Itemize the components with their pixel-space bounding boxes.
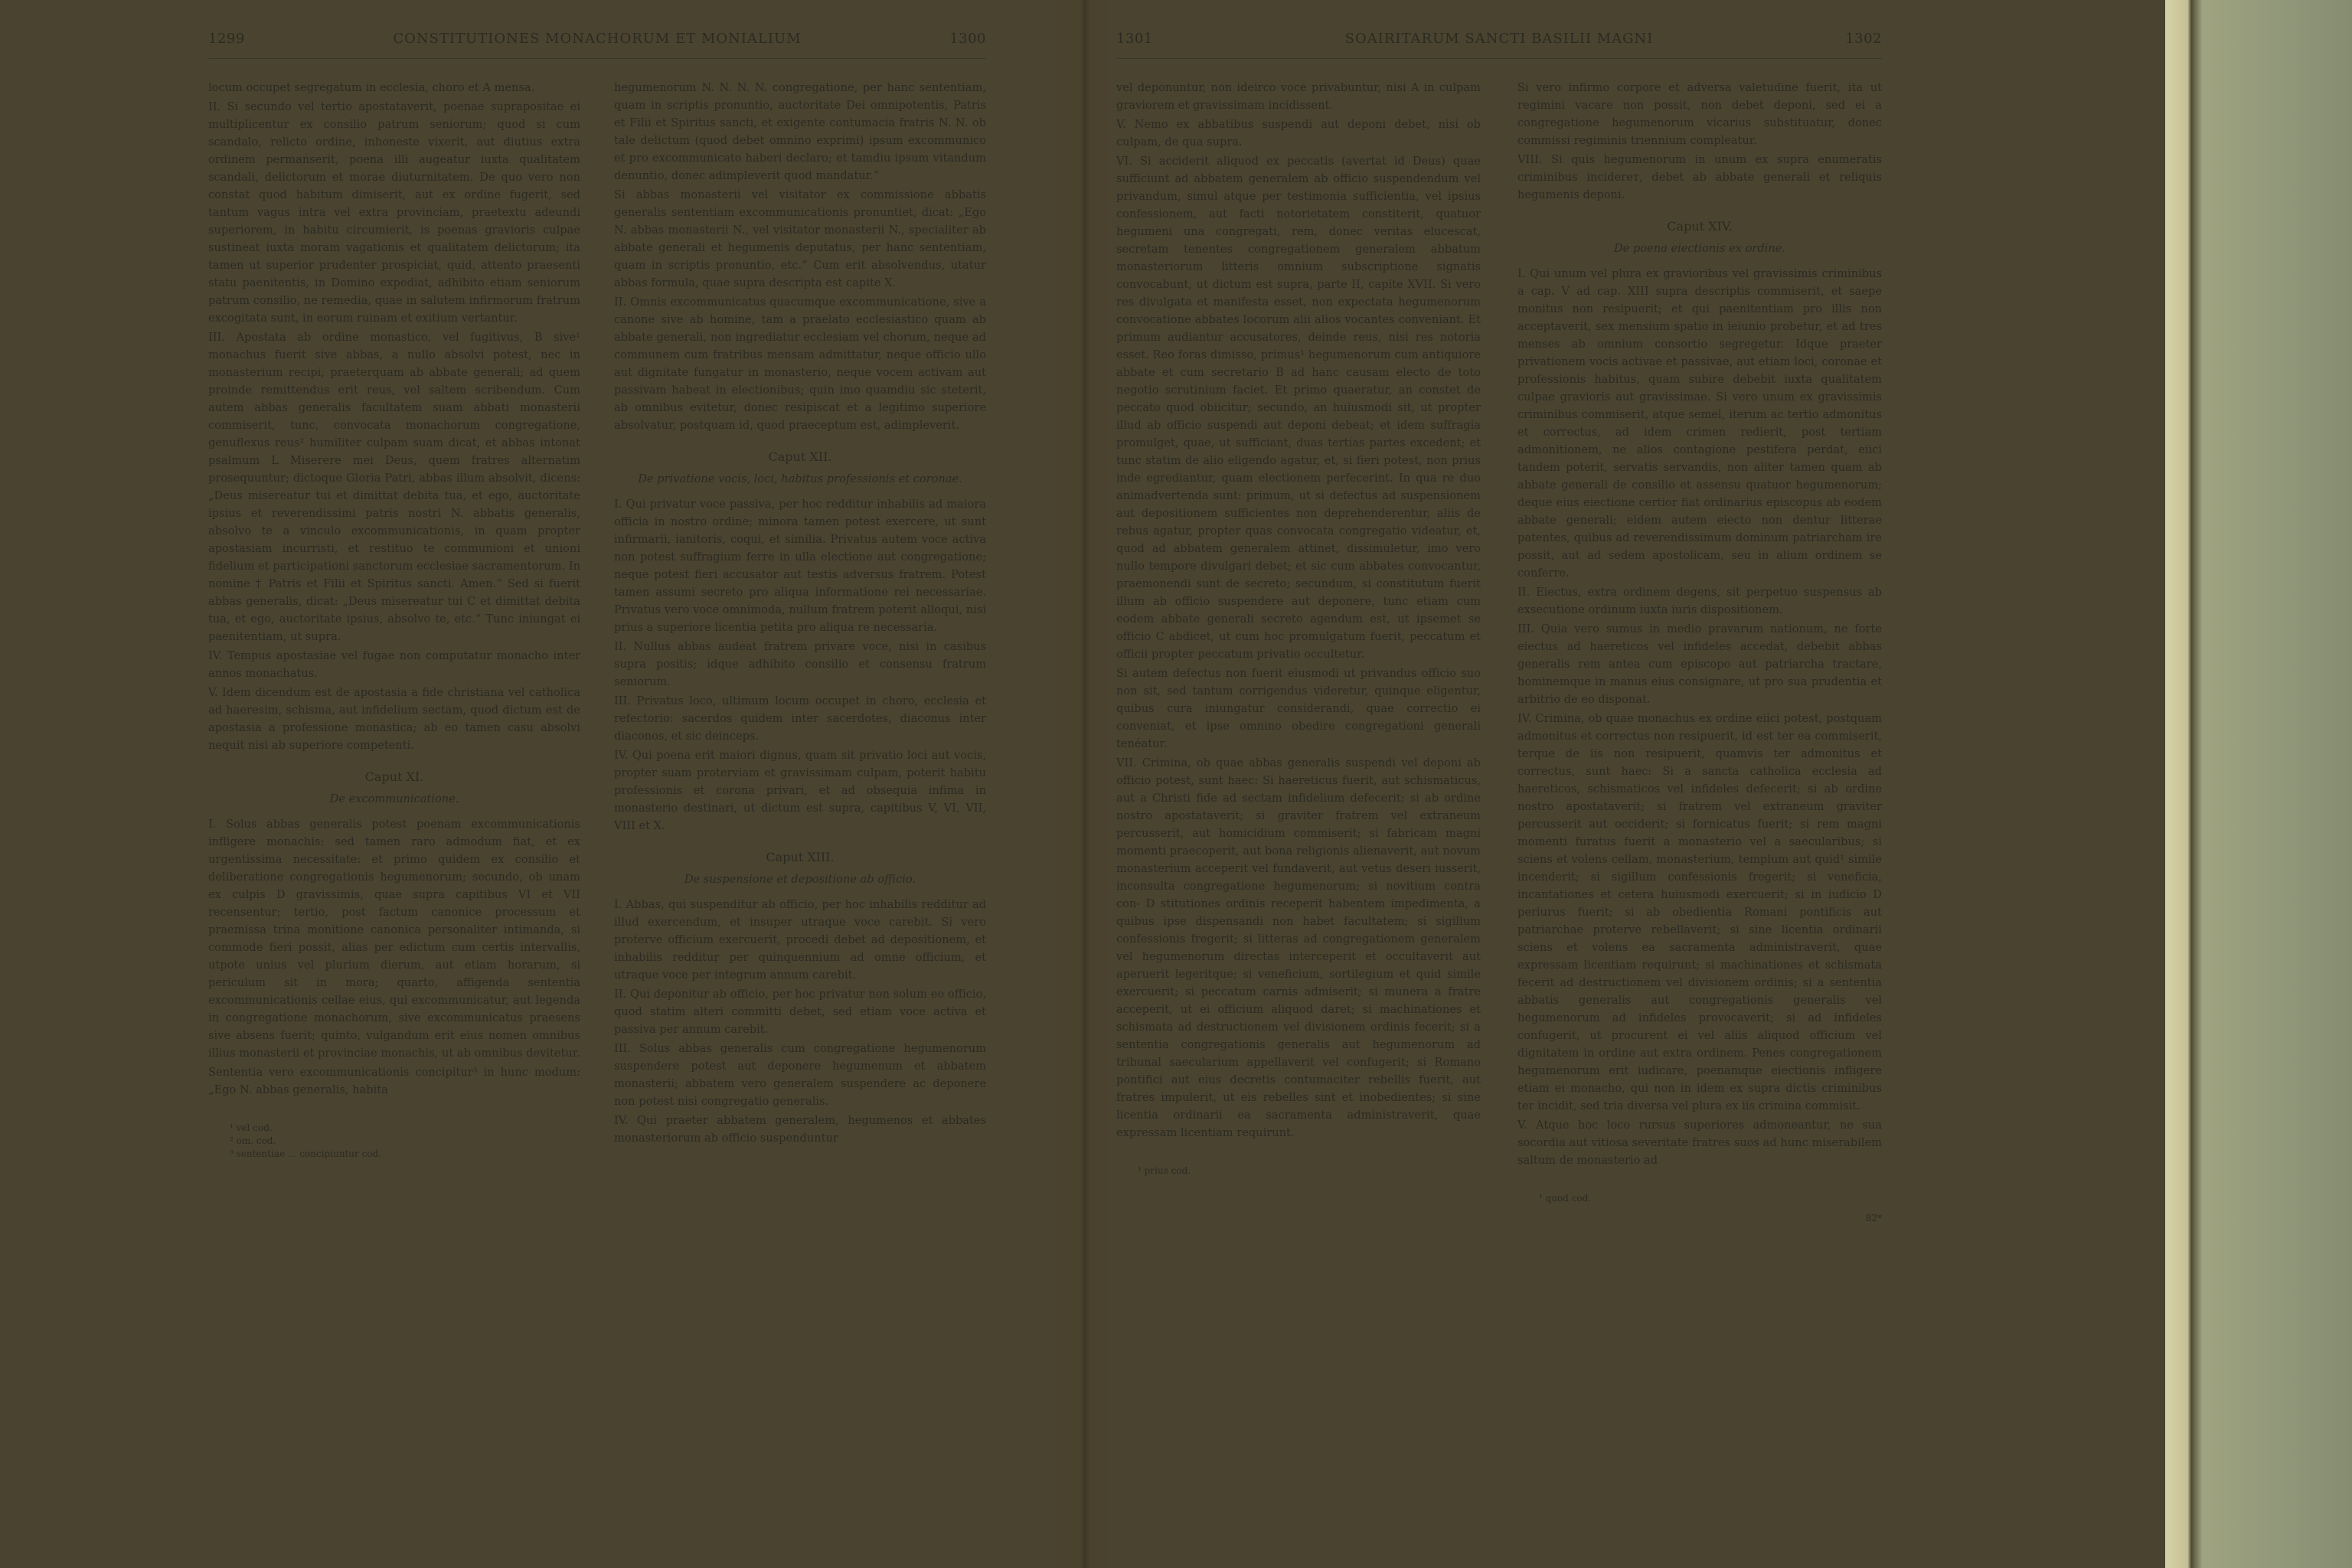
- paragraph: Si vero infirmo corpore et adversa valetudine fuerit, ita ut regimini vacare non possit, non debet deponi, sed ei a congregatione hegumenorum vicarius substituatur, donec commissi regiminis triennium compleatur.: [1517, 81, 1882, 147]
- book-edge: [2165, 0, 2352, 1568]
- chapter-title: De excommunicatione.: [329, 792, 459, 805]
- right-page: [1116, 31, 1882, 1227]
- paragraph: V. Nemo ex abbatibus suspendi aut deponi debet, nisi ob culpam, de qua supra.: [1116, 118, 1481, 149]
- book-spine-shadow: [1050, 0, 1116, 1568]
- paragraph: I. Solus abbas generalis potest poenam excommunicationis infligere monachis: sed tamen raro admodum fiat, et ex urgentissima necessitate: et primo quidem ex consilio et deliberatione congregationis hegumenorum; secundo, ob unam ex culpis D gravissimis, quae supra capitibus VI et VII recensentur; tertio, post factum canonice processum et praemissa trina monitione canonica personaliter intimanda, si commode fieri possit, alias per edictum cum certis intervallis, utpote unius vel plurium dierum, aut etiam horarum, si periculum sit in mora; quarto, affigenda sententia excommunicationis cellae eius, qui excommunicatur, aut legenda in congregatione monachorum, sive excommunicatus praesens sive absens fuerit; quinto, vulgandum erit eius nomen omnibus illius monasterii et provinciae monachis, ut ab omnibus devitetur.: [208, 818, 580, 1060]
- paragraph: vel deponuntur, non ideirco voce privabuntur, nisi A in culpam graviorem et gravissimam incidissent.: [1116, 81, 1481, 112]
- paragraph: VI. Si acciderit aliquod ex peccatis (avertat id Deus) quae sufficiunt ad abbatem generalem ab officio suspendendum vel privandum, simul atque per testimonia sufficientia, vel ipsius confessionem, aut facti notorietatem constiterit, quatuor hegumeni una congregati, rem, donec veritas elucescat, secretam tenentes congregationem generalem abbatum monasteriorum litteris omnium subscriptione signatis convocabunt, ut dictum est supra, parte II, capite XVII. Si vero res divulgata et manifesta esset, non expectata hegumenorum convocatione abbates locorum alii alios vocantes conveniant. Et primum audiantur accusatores, deinde reus, nisi res notoria esset. Reo foras dimisso, primus¹ hegumenorum cum antiquiore abbate et cum secretario B ad hanc causam electo de toto negotio scrutinium faciet. Et primo quaeratur, an constet de peccato quod obiicitur; secundo, an huiusmodi sit, ut propter illud ab officio suspendi aut deponi debeat; et idem suffragia promulget, quae, ut sufficiant, duas tertias partes excedent; et tunc statim de alio eligendo agatur, et, si fieri potest, non prius inde egrediantur, quam electionem perfecerint. In qua re duo animadvertenda sunt: primum, ut si defectus ad suspensionem aut depositionem sufficientes non deprehenderentur, aliis de rebus agatur, propter quas convocata congregatio videatur, et, quod ad abbatem generalem attinet, dissimuletur, imo vero nullo tempore divulgari debet; et sic cum abbates convocantur, praemonendi sunt de secreto; secundum, si constitutum fuerit illum ab officio suspendere aut deponere, tunc etiam cum eodem abbate generali secreto agendum est, ut ipsemet se officio C abdicet, ut cum hoc promulgatum fuerit, peccatum et officii propter peccatum privatio occultetur.: [1116, 155, 1481, 661]
- chapter-heading: Caput XI.: [364, 769, 424, 784]
- footnotes: [208, 1122, 580, 1161]
- paragraph: V. Atque hoc loco rursus superiores admoneantur, ne sua socordia aut vitiosa severitate fratres suos ad hunc miserabilem saltum de monasterio ad: [1517, 1119, 1882, 1167]
- footnote: ¹ vel cod.: [230, 1122, 273, 1133]
- footnote: ¹ quod cod.: [1539, 1193, 1592, 1204]
- signature-mark: 82*: [1865, 1213, 1882, 1223]
- page-number-1301: 1301: [1116, 31, 1153, 47]
- paragraph: II. Eiectus, extra ordinem degens, sit perpetuo suspensus ab exsecutione ordinum iuxta iuris dispositionem.: [1517, 586, 1882, 616]
- right-page-column-2: [1517, 79, 1882, 1227]
- chapter-title: De privatione vocis, loci, habitus professionis et coronae.: [638, 472, 962, 485]
- paragraph: locum occupet segregatum in ecclesia, choro et A mensa.: [208, 81, 535, 94]
- chapter-title: De suspensione et depositione ab officio.: [684, 873, 916, 886]
- paragraph: I. Qui privatur voce passiva, per hoc redditur inhabilis ad maiora officia in nostro ordine; minora tamen potest exercere, ut sunt infirmarii, ianitoris, coqui, et similia. Privatus autem voce activa non potest suffragium ferre in ulla electione aut congregatione; neque potest fieri accusator aut testis adversus fratrem. Potest tamen assumi secreto pro aliqua informatione rei necessariae. Privatus vero voce omnimoda, nullum fratrem poterit alloqui, nisi prius a superiore licentia petita pro aliqua re necessaria.: [614, 498, 986, 634]
- right-page-title: SOAIRITARUM SANCTI BASILII MAGNI: [1344, 31, 1654, 47]
- paragraph: I. Abbas, qui suspenditur ab officio, per hoc inhabilis redditur ad illud exercendum, et insuper utraque voce carebit. Si vero proterve officium exercuerit, procedi debet ad depositionem, et inhabilis reddituṛ per quinquennium ad omne officium, et utraque voce per integrum annum carebit.: [614, 898, 986, 982]
- left-page-title: CONSTITUTIONES MONACHORUM ET MONIALIUM: [393, 31, 802, 47]
- page-number-1300: 1300: [949, 31, 986, 47]
- chapter-heading: Caput XIV.: [1667, 219, 1733, 234]
- footnotes: [1517, 1192, 1882, 1205]
- paragraph: IV. Tempus apostasiae vel fugae non computatur monacho inter annos monachatus.: [208, 649, 580, 680]
- footnote: ³ sententiae ... concipiuntur cod.: [230, 1148, 382, 1159]
- paragraph: VIII. Si quis hegumenorum in unum ex supra enumeratis criminibus inciderет, debet ab abbate generali et reliquis hegumenis deponi.: [1517, 153, 1882, 201]
- paragraph: hegumenorum N. N. N. N. congregatione, per hanc sententiam, quam in scriptis pronuntio, auctoritate Dei omnipotentis, Patris et Filii et Spiritus sancti, et exigente contumacia fratris N. N. ob tale delictum (quod debet omnino exprimi) ipsum excommunico et pro excommunicato haberi declaro; et tamdiu ipsum vitandum denuntio, donec adimpleverit quod mandatur.“: [614, 81, 986, 182]
- paragraph: Si autem defectus non fuerit eiusmodi ut privandus officio suo non sit, sed tantum corrigendus videretur, quinque eligentur, quibus cura iniungatur considerandi, quae correctio ei conveniat, et ipse omnino obedire congregationi generali tenéatur.: [1116, 667, 1481, 750]
- right-running-head: [1116, 31, 1882, 59]
- left-running-head: [208, 31, 986, 59]
- paragraph: Sententia vero excommunicationis concipitur³ in hunc modum: „Ego N. abbas generalis, habita: [208, 1066, 580, 1096]
- right-page-column-1: [1116, 79, 1481, 1227]
- paragraph: II. Qui deponitur ab officio, per hoc privatur non solum eo officio, quod statim alteri committi debet, sed etiam voce activa et passiva per annum carebit.: [614, 988, 986, 1036]
- paragraph: IV. Qui praeter abbatem generalem, hegumenos et abbates monasteriorum ab officio suspenduntur: [614, 1114, 986, 1145]
- paragraph: III. Privatus loco, ultimum locum occupet in choro, ecclesia et refectorio: sacerdos quidem inter sacerdotes, diaconus inter diaconos, et sic deinceps.: [614, 694, 986, 743]
- paragraph: IV. Qui poena erit maiori dignus, quam sit privatio loci aut vocis, propter suam proterviam et gravissimam culpam, poterit habitu professionis et corona privari, et ad obsequia infima in monasterio destinari, ut dictum est supra, capitibus V, VI, VII, VIII et X.: [614, 749, 986, 832]
- left-page-column-2: [614, 79, 986, 1161]
- chapter-heading: Caput XIII.: [766, 850, 835, 864]
- left-page: [208, 31, 986, 1161]
- left-page-column-1: [208, 79, 580, 1161]
- paragraph: I. Qui unum vel plura ex gravioribus vel gravissimis criminibus a cap. V ad cap. XIII supra descriptis commiserit, et saepe monitus non resipuerit; et qui paenitentiam pro illis non acceptaverit, sex mensium spatio in ieiunio probetur, et ad tres menses ab omnium consortio segregetur. Idque praeter privationem vocis activae et passivae, aut etiam loci, coronae et professionis habitus, quam subire debebit iuxta qualitatem culpae gravioris aut gravissimae. Si vero unum ex gravissimis criminibus commiserit, atque semel, iterum ac tertio admonitus et correctus, ad idem crimen redierit, post tertiam admonitionem, ne alios contagione pestifera perdat, eiici tandem poterit, servatis servandis, non aliter tamen quam ab abbate generali de consilio et assensu quatuor hegumenorum; deque eius eiectione certior fiat ordinarius episcopus ab eodem abbate generali; eidem autem eiecto non dentur litterae patentes, quibus ad reverendissimum dominum patriarcham ire possit, aut ad sedem apostolicam, seu in alium ordinem se conferre.: [1517, 267, 1882, 580]
- footnotes: [1116, 1165, 1481, 1178]
- paragraph: IV. Crimina, ob quae monachus ex ordine eiici potest, postquam admonitus et correctus non resipuerit, id est ter ea commiserit, terque de iis non resipuerit, quamvis ter admonitus et correctus, sunt haec: Si a sancta catholica ecclesia ad haereticos, schismaticos vel infideles defecerit; si ab ordine nostro apostataverit; si fratrem vel extraneum graviter percusserit aut occiderit; si fornicatus fuerit; si rem magni momenti furatus fuerit a monasterio vel a saecularibus; si sciens et volens cellam, monasterium, templum aut quid¹ simile incenderit; si sigillum confessionis fregerit; si veneficia, incantationes et cetera huiusmodi exercuerit; si in iudicio D periurus fuerit; si ab obedientia Romani pontificis aut patriarchae proterve rebellaverit; si sine licentia ordinarii sciens et volens ea sacramenta administraverit, quae expressam licentiam requirunt; si machinationes et schismata fecerit ad destructionem vel divisionem ordinis; si a sententia abbatis generalis aut congregationis generalis vel hegumenorum ad infideles provocaverit; si ad infideles confugerit, ut procurent ei vel aliis aliquod officium vel dignitatem in ordine aut extra ordinem. Penes congregationem hegumenorum erit iudicare, poenamque eiectionis infligere etiam ei monacho, qui non in idem ex supra dictis criminibus ter incidit, sed tria diversa vel plura ex iis crimina commisit.: [1517, 712, 1882, 1112]
- paragraph: VII. Crimina, ob quae abbas generalis suspendi vel deponi ab officio potest, sunt haec: Si haereticus fuerit, aut schismaticus, aut a Christi fide ad sectam infidelium defecerit; si ab ordine nostro apostataverit; si graviter fratrem vel extraneum percusserit, aut homicidium commiserit; si fabricam magni momenti praecoperit, aut bona religionis alienaverit, aut novum monasterium acceperit vel fundaverit, aut vetus deseri iusserit, inconsulta congregatione hegumenorum; si novitium contra con- D stitutiones ordinis receperit habentem impedimenta, a quibus ipse dispensandi non habet facultatem; si sigillum confessionis fregerit; si litteras ad congregationem generalem vel hegumenorum directas interceperit et occultaverit aut aperuerit legeritque; si veneficium, sortilegium et quid simile exercuerit; si peccatum carnis admiserit; si munera a fratre acceperit, ut ei officium aliquod daret; si machinationes et schismata ad destructionem vel divisionem ordinis fecerit; si a sententia congregationis generalis aut hegumenorum ad tribunal saecularium appellaverit vel confugerit; si Romano pontifici aut eius decretis contumaciter rebellis fuerit, aut fratres impulerit, ut eis rebelles sint et inobedientes; si sine licentia ordinarii ea sacramenta administraverit, quae expressam licentiam requirunt.: [1116, 756, 1481, 1139]
- page-number-1302: 1302: [1845, 31, 1882, 47]
- chapter-title: De poena eiectionis ex ordine.: [1613, 242, 1786, 255]
- paragraph: III. Apostata ab ordine monastico, vel fugitivus, B sive¹ monachus fuerit sive abbas, a nullo absolvi potest, nec in monasterium recipi, praeterquam ab abbate generali; ad quem proinde remittendus erit reus, vel saltem scribendum. Cum autem abbas generalis facultatem suam abbati monasterii commiserit, tunc, convocata monachorum congregatione, genuflexus reus² humiliter culpam suam dicat, et abbas intonat psalmum L Miserere mei Deus, quem fratres alternatim prosequuntur; dictoque Gloria Patri, abbas illum absolvit, dicens: „Deus misereatur tui et dimittat debita tua, et ego, auctoritate ipsius et reverendissimi patris nostri N. abbatis generalis, absolvo te a vinculo excommunicationis, in quam propter apostasiam incurristi, et restituo te communioni et unioni fidelium et participationi sanctorum ecclesiae sacramentorum. In nomine † Patris et Filii et Spiritus sancti. Amen.“ Sed si fuerit abbas generalis, dicat: „Deus misereatur tui C et dimittat debita tua, et ego, auctoritate ipsius, absolvo te, etc.“ Tunc iniungat ei paenitentiam, ut supra.: [208, 331, 580, 643]
- paragraph: II. Nullus abbas audeat fratrem privare voce, nisi in casibus supra positis; idque adhibito consilio et consensu fratrum seniorum.: [614, 640, 986, 688]
- footnote: ² om. cod.: [230, 1135, 276, 1146]
- page-number-1299: 1299: [208, 31, 245, 47]
- paragraph: III. Solus abbas generalis cum congregatione hegumenorum suspendere potest aut deponere hegumenum et abbatem monasterii; abbatem vero generalem suspendere ac deponere non potest nisi congregatio generalis.: [614, 1042, 986, 1108]
- footnote: ¹ prius cod.: [1138, 1165, 1191, 1176]
- paragraph: Si abbas monasterii vel visitator ex commissione abbatis generalis sententiam excommunicationis pronuntiet, dicat: „Ego N. abbas monasterii N., vel visitator monasterii N., specialiter ab abbate generali et hegumenis deputatus, per hanc sententiam, quam in scriptis pronuntio, etc.“ Cum erit absolvendus, utatur abbas formula, quae supra descripta est capite X.: [614, 188, 986, 289]
- chapter-heading: Caput XII.: [768, 449, 832, 464]
- paragraph: V. Idem dicendum est de apostasia a fide christiana vel catholica ad haeresim, schisma, aut infidelium sectam, quod dictum est de apostasia a professione monastica; ab eo tamen casu absolvi nequit nisi ab superiore competenti.: [208, 686, 580, 752]
- paragraph: II. Omnis excommunicatus quacumque excommunicatione, sive a canone sive ab homine, tam a praelato ecclesiastico quam ab abbate generali, non ingrediatur ecclesiam vel chorum, neque ad communem cum fratribus mensam admittatur, neque officio ullo aut dignitate fungatur in monasterio, neque vocem activam aut passivam habeat in electionibus; quin imo quamdiu sic steterit, ab omnibus evitetur, donec resipiscat et a legitimo superiore absolvatur, postquam id, quod praeceptum est, adimpleverit.: [614, 296, 986, 432]
- paragraph: II. Si secundo vel tertio apostataverit, poenae suprapositae ei multiplicentur ex consilio patrum seniorum; quod si cum scandalo, relicto ordine, inhoneste vixerit, aut diutius extra ordinem permanserit, poena illi augeatur iuxta qualitatem scandali, delictorum et morae diuturnitatem. De quo vero non constat quod habitum dimiserit, aut ex ordine fugerit, sed tantum vagus intra vel extra provinciam, praetextu adeundi superiorem, in habitu circumierit, is poenas gravioris culpae sustineat iuxta moram vagationis et qualitatem delictorum; ita tamen ut superior prudenter prospiciat, quid, attento praesenti statu paenitentis, in Domino expediat, adhibito etiam seniorum patrum consilio, ne remedia, quae in salutem infirmorum fratrum excogitata sunt, in eorum ruinam et exitium vertantur.: [208, 100, 580, 325]
- paragraph: III. Quia vero sumus in medio pravarum nationum, ne forte eiectus ad haereticos vel infideles accedat, debebit abbas generalis rem antea cum episcopo aut patriarcha tractare, hominemque in manus eius consignare, ut pro sua prudentia et arbitrio de eo disponat.: [1517, 622, 1882, 706]
